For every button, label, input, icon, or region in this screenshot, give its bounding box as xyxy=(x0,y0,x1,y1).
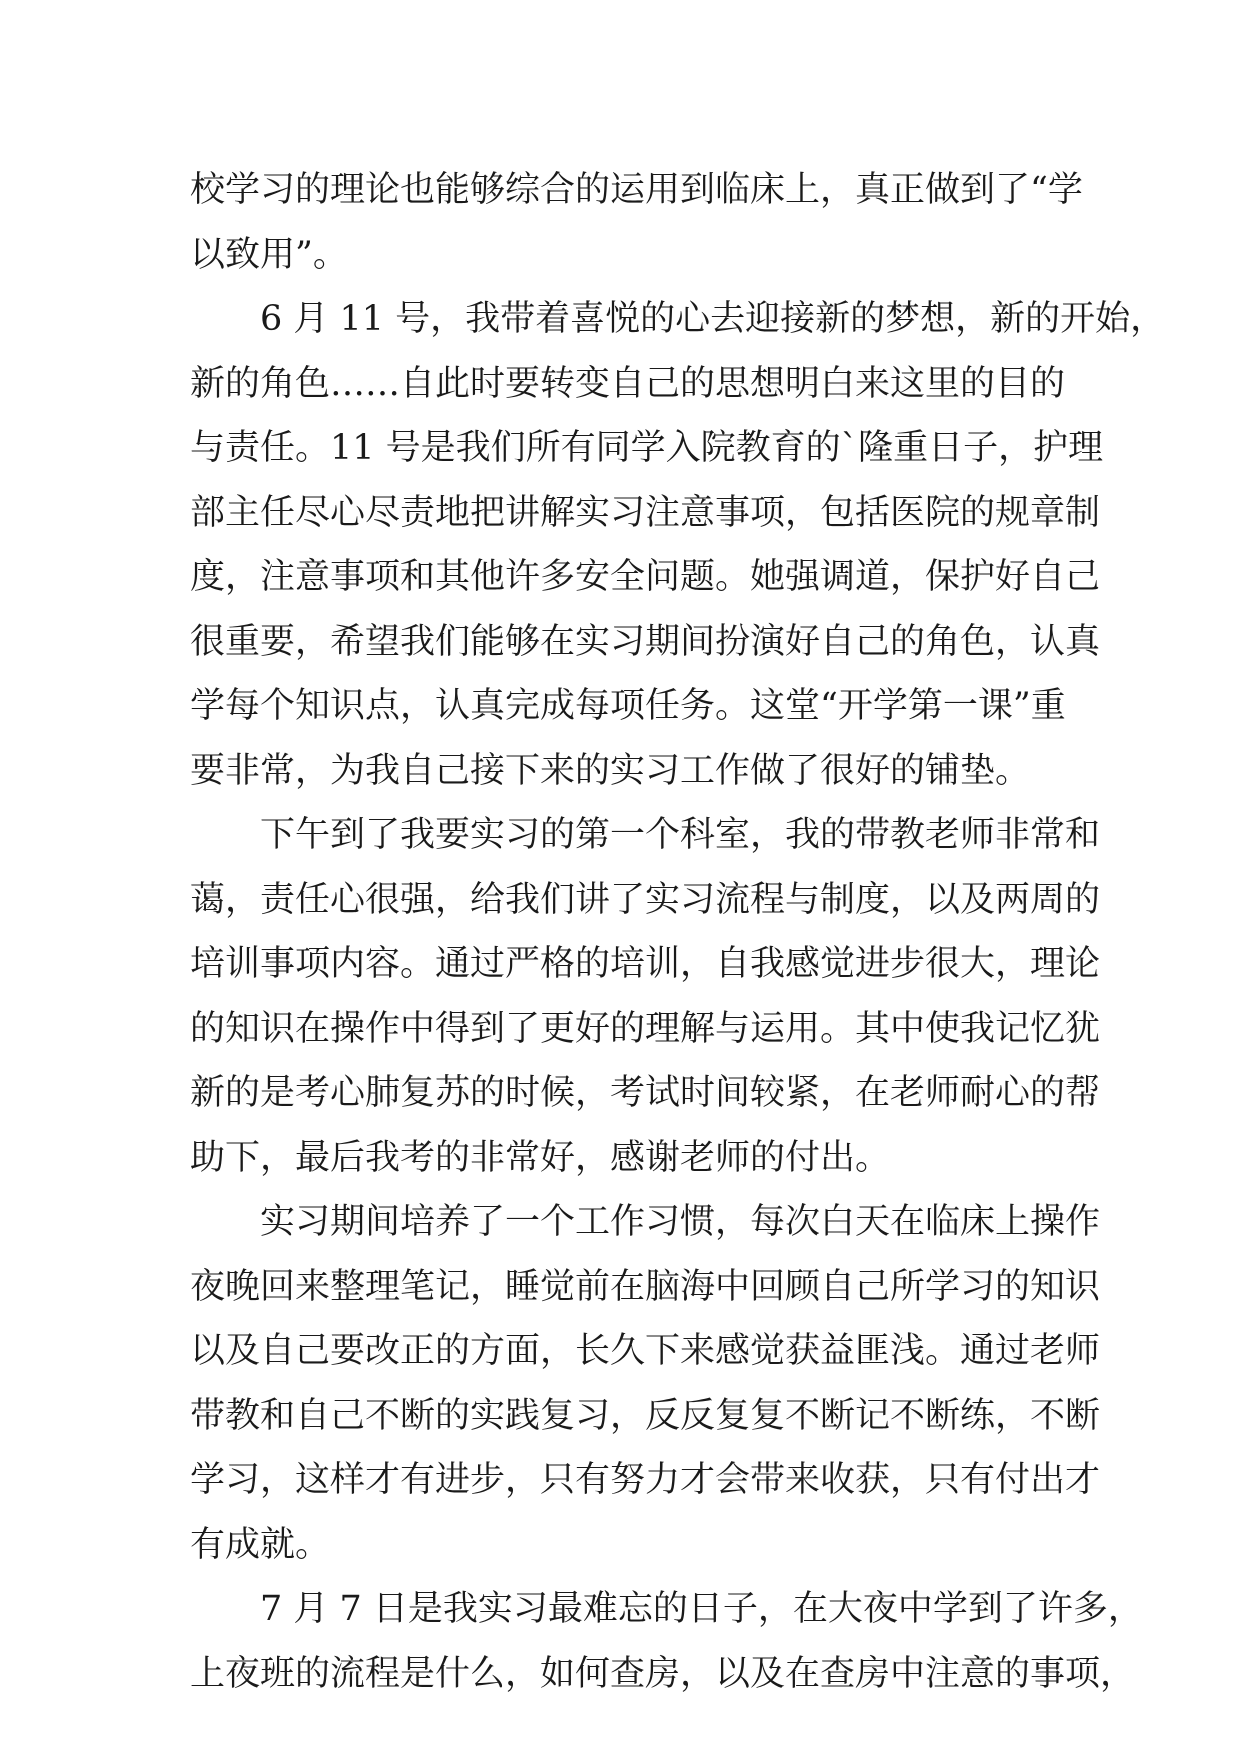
text-line: 学每个知识点，认真完成每项任务。这堂“开学第一课”重 xyxy=(190,686,1066,726)
paragraph-start-line: 下午到了我要实习的第一个科室，我的带教老师非常和 xyxy=(260,815,1101,855)
text-line: 学习，这样才有进步，只有努力才会带来收获，只有付出才 xyxy=(190,1460,1101,1500)
paragraph-start-line: 7 月 7 日是我实习最难忘的日子，在大夜中学到了许多， xyxy=(260,1589,1143,1629)
text-line: 培训事项内容。通过严格的培训，自我感觉进步很大，理论 xyxy=(190,944,1101,984)
text-line: 以及自己要改正的方面，长久下来感觉获益匪浅。通过老师 xyxy=(190,1331,1101,1371)
text-line: 夜晚回来整理笔记，睡觉前在脑海中回顾自己所学习的知识 xyxy=(190,1266,1101,1307)
text-line: 与责任。11 号是我们所有同学入院教育的`隆重日子，护理 xyxy=(190,428,1104,468)
text-line: 新的角色……自此时要转变自己的思想明白来这里的目的 xyxy=(190,363,1066,404)
text-line: 要非常，为我自己接下来的实习工作做了很好的铺垫。 xyxy=(190,750,1031,791)
text-line: 新的是考心肺复苏的时候，考试时间较紧，在老师耐心的帮 xyxy=(190,1073,1101,1113)
text-line: 上夜班的流程是什么，如何查房，以及在查房中注意的事项， xyxy=(190,1653,1136,1694)
text-line: 以致用”。 xyxy=(190,234,348,275)
text-line: 助下，最后我考的非常好，感谢老师的付出。 xyxy=(190,1137,891,1178)
text-line: 校学习的理论也能够综合的运用到临床上，真正做到了“学 xyxy=(190,170,1083,210)
text-line: 很重要，希望我们能够在实习期间扮演好自己的角色，认真 xyxy=(190,621,1101,662)
text-line: 蔼，责任心很强，给我们讲了实习流程与制度，以及两周的 xyxy=(190,879,1101,920)
paragraph-start-line: 6 月 11 号，我带着喜悦的心去迎接新的梦想，新的开始， xyxy=(260,299,1166,339)
text-line: 带教和自己不断的实践复习，反反复复不断记不断练，不断 xyxy=(190,1395,1101,1436)
text-line: 的知识在操作中得到了更好的理解与运用。其中使我记忆犹 xyxy=(190,1008,1101,1049)
text-line: 有成就。 xyxy=(190,1524,331,1565)
paragraph-start-line: 实习期间培养了一个工作习惯，每次白天在临床上操作 xyxy=(260,1202,1101,1242)
text-line: 度，注意事项和其他许多安全问题。她强调道，保护好自己 xyxy=(190,557,1101,597)
body-text xyxy=(190,158,1166,1706)
text-line: 部主任尽心尽责地把讲解实习注意事项，包括医院的规章制 xyxy=(190,492,1101,533)
